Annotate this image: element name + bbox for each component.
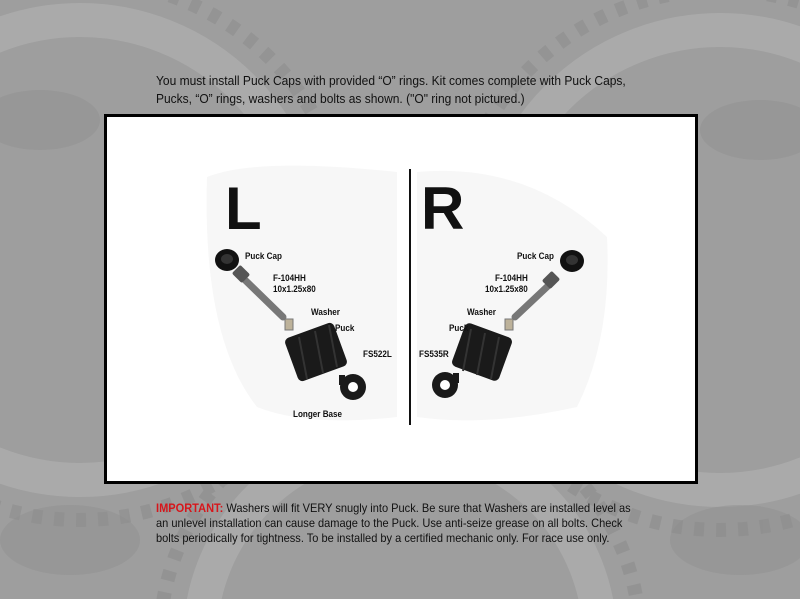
- important-label: IMPORTANT:: [156, 501, 224, 515]
- left-bolt-part-label: F-104HH: [273, 273, 306, 283]
- right-bolt-part-label: F-104HH: [495, 273, 528, 283]
- right-puck-cap-label: Puck Cap: [517, 251, 554, 261]
- right-letter: R: [421, 175, 465, 242]
- left-base-note-label: Longer Base: [293, 409, 343, 419]
- left-puck-cap-label: Puck Cap: [245, 251, 282, 261]
- left-puck-cap: [215, 249, 239, 271]
- left-letter: L: [225, 175, 262, 242]
- important-note: [156, 501, 634, 546]
- right-base-part-label: FS535R: [419, 349, 449, 359]
- left-washer-label: Washer: [311, 307, 340, 317]
- left-puck-label: Puck: [335, 323, 355, 333]
- center-divider: [409, 169, 411, 425]
- diagram-frame: [104, 114, 698, 484]
- right-washer: [505, 319, 513, 330]
- left-bolt-size-label: 10x1.25x80: [273, 284, 316, 294]
- right-puck-label: Puck: [449, 323, 469, 333]
- left-base-part-label: FS522L: [363, 349, 392, 359]
- right-puck-cap: [560, 250, 584, 272]
- parts-diagram: [107, 117, 695, 481]
- right-washer-label: Washer: [467, 307, 496, 317]
- intro-text: You must install Puck Caps with provided “O” rings. Kit comes complete with Puck Caps, Pucks, “O” rings, washers and bolts as shown. ("O" ring not pictured.): [156, 74, 626, 106]
- important-text: Washers will fit VERY snugly into Puck. Be sure that Washers are installed level as an unlevel installation can cause damage to the Puck. Use anti-seize grease on all bolts. Check bolts periodically for tightness. To be installed by a certified mechanic only. For race use only.: [156, 501, 631, 545]
- right-bolt-size-label: 10x1.25x80: [485, 284, 528, 294]
- left-washer: [285, 319, 293, 330]
